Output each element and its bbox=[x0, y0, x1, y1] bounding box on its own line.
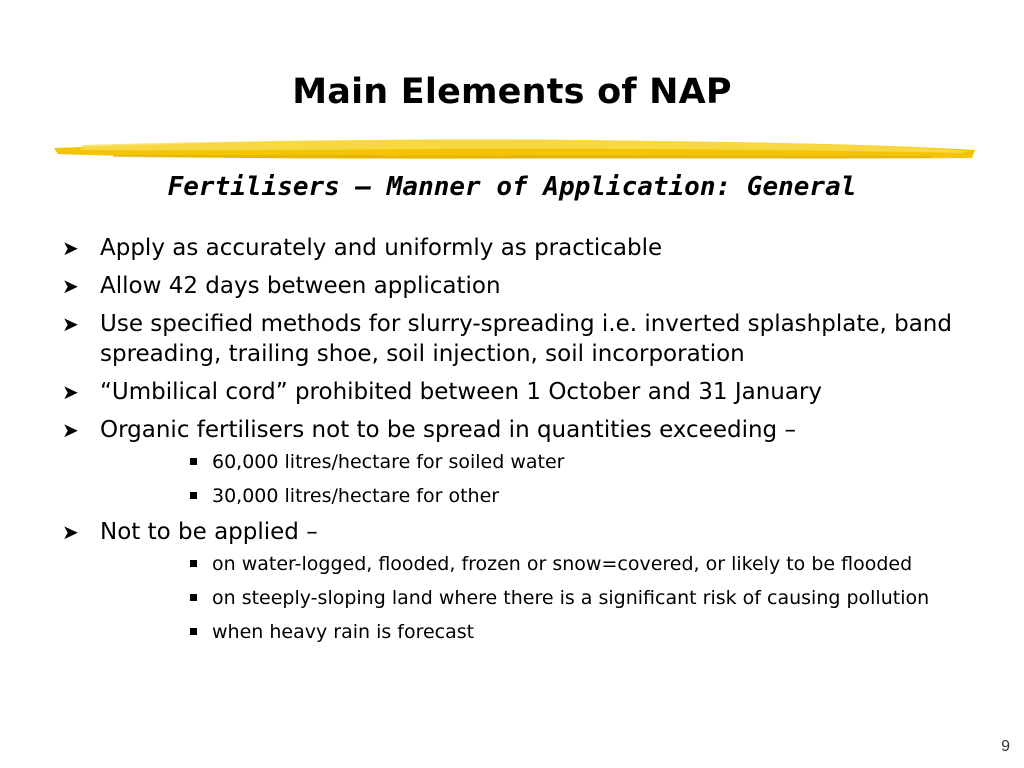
bullet-text: Apply as accurately and uniformly as practicable bbox=[100, 235, 663, 261]
bullet-text: “Umbilical cord” prohibited between 1 October and 31 January bbox=[100, 379, 823, 405]
square-bullet-icon bbox=[190, 628, 197, 635]
sub-bullet-item bbox=[190, 483, 962, 509]
sub-bullet-text: 30,000 litres/hectare for other bbox=[212, 485, 500, 507]
title-underline-brushstroke bbox=[52, 128, 977, 168]
bullet-item bbox=[62, 377, 962, 407]
arrow-bullet-icon: ➤ bbox=[62, 520, 79, 544]
bullet-text: Not to be applied – bbox=[100, 519, 318, 545]
sub-bullet-item bbox=[190, 585, 962, 611]
bullet-text: Organic fertilisers not to be spread in quantities exceeding – bbox=[100, 417, 796, 443]
bullet-text: Use specified methods for slurry-spreading i.e. inverted splashplate, band spreading, trailing shoe, soil injection, soil incorporation bbox=[100, 311, 952, 367]
sub-bullet-text: 60,000 litres/hectare for soiled water bbox=[212, 451, 565, 473]
arrow-bullet-icon: ➤ bbox=[62, 380, 79, 404]
arrow-bullet-icon: ➤ bbox=[62, 312, 79, 336]
arrow-bullet-icon: ➤ bbox=[62, 274, 79, 298]
bullet-text: Allow 42 days between application bbox=[100, 273, 501, 299]
square-bullet-icon bbox=[190, 492, 197, 499]
arrow-bullet-icon: ➤ bbox=[62, 236, 79, 260]
bullet-item bbox=[62, 517, 962, 645]
slide-subtitle: Fertilisers – Manner of Application: General bbox=[167, 172, 857, 202]
sub-bullet-text: on steeply-sloping land where there is a significant risk of causing pollution bbox=[212, 587, 930, 609]
square-bullet-icon bbox=[190, 560, 197, 567]
arrow-bullet-icon: ➤ bbox=[62, 418, 79, 442]
page-number: 9 bbox=[1001, 738, 1010, 755]
sub-bullet-list bbox=[100, 551, 962, 645]
square-bullet-icon bbox=[190, 458, 197, 465]
square-bullet-icon bbox=[190, 594, 197, 601]
sub-bullet-item bbox=[190, 619, 962, 645]
bullet-item bbox=[62, 271, 962, 301]
sub-bullet-item bbox=[190, 449, 962, 475]
bullet-item bbox=[62, 233, 962, 263]
sub-bullet-text: on water-logged, flooded, frozen or snow=covered, or likely to be flooded bbox=[212, 553, 913, 575]
sub-bullet-list bbox=[100, 449, 962, 509]
sub-bullet-text: when heavy rain is forecast bbox=[212, 621, 475, 643]
slide-title: Main Elements of NAP bbox=[292, 72, 732, 112]
bullet-item bbox=[62, 415, 962, 509]
bullet-item bbox=[62, 309, 962, 369]
bullet-list bbox=[62, 233, 962, 653]
sub-bullet-item bbox=[190, 551, 962, 577]
